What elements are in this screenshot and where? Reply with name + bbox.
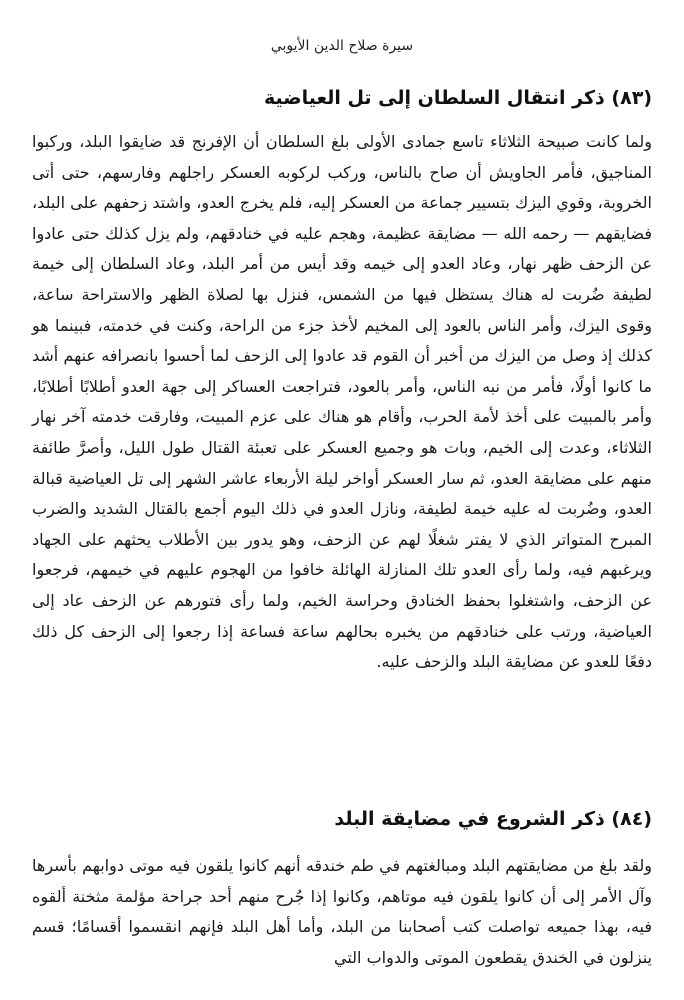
section-body-84: ولقد بلغ من مضايقتهم البلد ومبالغتهم في طم خندقه أنهم كانوا يلقون فيه موتى دوابهم بأسرها وآل الأمر إلى أن كانوا يلقون فيه موتاهم، وكانوا إذا جُرح منهم أحد جراحة مؤلمة مثخنة ألقوه فيه، بهذا جميعه تواصلت كتب أصحابنا من البلد، وأما أهل البلد فإنهم انقسموا أقسامًا؛ قسم ينزلون في الخندق يقطعون الموتى والدواب التي [32,856,652,967]
section-heading-83: (٨٣) ذكر انتقال السلطان إلى تل العياضية [263,87,652,109]
book-page [32,0,652,1000]
section-heading-84: (٨٤) ذكر الشروع في مضايقة البلد [334,808,652,830]
section-body-83: ولما كانت صبيحة الثلاثاء تاسع جمادى الأولى بلغ السلطان أن الإفرنج قد ضايقوا البلد، وركبوا المناجيق، فأمر الجاويش أن صاح بالناس، وركب لركوبه العسكر راجلهم وفارسهم، حتى أتى الخروبة، وقوي اليزك بتسيير جماعة من العسكر إليه، فلم يخرج العدو، واشتد زحفهم على البلد، فضايقهم — رحمه الله — مضايقة عظيمة، وهجم عليه في خنادقهم، ولم يزل كذلك حتى عادوا عن الزحف ظهر نهار، وعاد العدو إلى خيمه وقد أيس من أمر البلد، وعاد السلطان إلى خيمة لطيفة ضُربت له هناك يستظل فيها من الشمس، فنزل بها لصلاة الظهر والاستراحة ساعة، وقوى اليزك، وأمر الناس بالعود إلى المخيم لأخذ جزء من الراحة، وكنت في خدمته، فبينما هو كذلك إذ وصل من اليزك من أخبر أن القوم قد عادوا إلى الزحف لما أحسوا بانصرافه عنهم أشد ما كانوا أولًا، فأمر من نبه الناس، وأمر بالعود، فتراجعت العساكر إلى جهة العدو أطلابًا أطلابًا، وأمر بالمبيت على أخذ لأمة الحرب، وأقام هو هناك على عزم المبيت، وفارقت خدمته آخر نهار الثلاثاء، وعدت إلى الخيم، وبات هو وجميع العسكر على تعبئة القتال طول الليل، وأصرَّ طائفة منهم على مضايقة العدو، ثم سار العسكر أواخر ليلة الأربعاء عاشر الشهر إلى تل العياضية قبالة العدو، وضُربت له عليه خيمة لطيفة، ونازل العدو في ذلك اليوم أجمع بالقتال الشديد والضرب المبرح المتواتر الذي لا يفتر شغلًا لهم عن الزحف، وهو يدور بين الأطلاب يحثهم على الجهاد ويرغبهم فيه، ولما رأى العدو تلك المنازلة الهائلة خافوا من الهجوم عليهم في خيمهم، فرجعوا عن الزحف، واشتغلوا بحفظ الخنادق وحراسة الخيم، ولما رأى فتورهم عن الزحف عاد إلى العياضية، ورتب على خنادقهم من يخبره بحالهم ساعة فساعة إذا رجعوا إلى الزحف كل ذلك دفعًا للعدو عن مضايقة البلد والزحف عليه. [32,132,652,672]
running-header: سيرة صلاح الدين الأيوبي [270,38,414,54]
